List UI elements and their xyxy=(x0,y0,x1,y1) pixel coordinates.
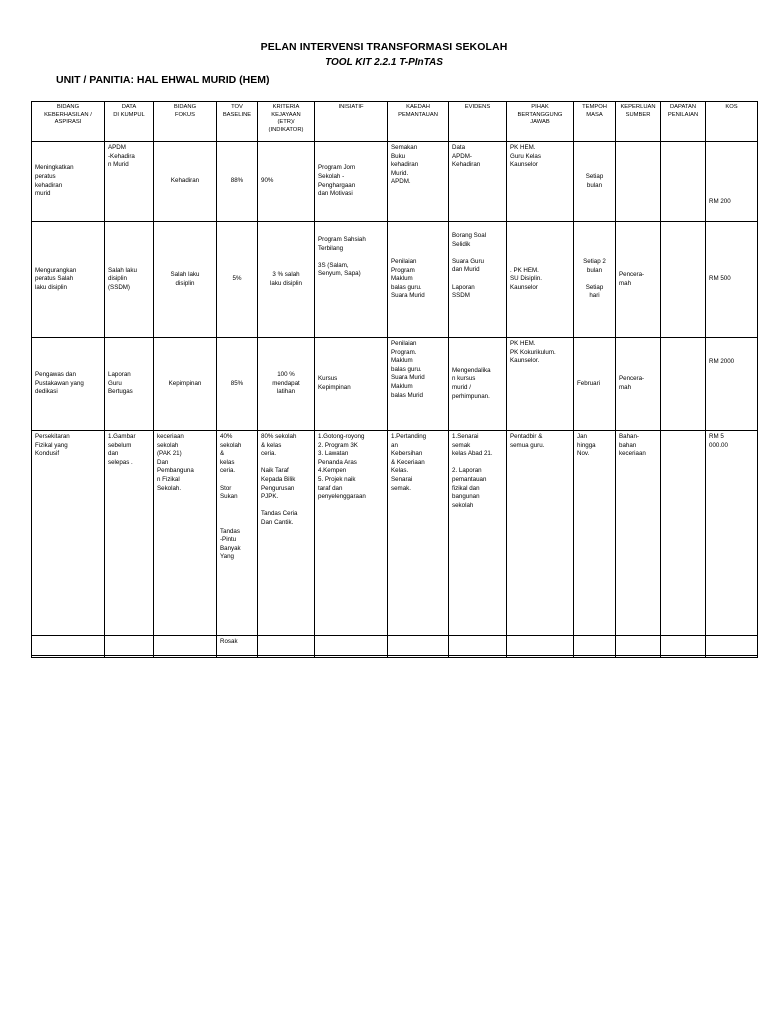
table-cell: Program Sahsiah Terbilang 3S (Salam, Senyum, Sapa) xyxy=(315,222,388,338)
table-cell: Persekitaran Fizikal yang Kondusif xyxy=(32,431,105,658)
table-cell xyxy=(449,636,507,656)
table-cell: RM 200 xyxy=(706,142,758,222)
table-cell: PK HEM. Guru Kelas Kaunselor xyxy=(507,142,574,222)
header-cell: TOV BASELINE xyxy=(217,102,258,142)
table-cell xyxy=(616,142,661,222)
continuation-table xyxy=(31,635,758,656)
header-cell: TEMPOH MASA xyxy=(574,102,616,142)
header-cell: EVIDENS xyxy=(449,102,507,142)
table-cell: . PK HEM. SU Disiplin. Kaunselor xyxy=(507,222,574,338)
table-cell: 5% xyxy=(217,222,258,338)
intervention-plan-table xyxy=(31,101,758,658)
table-cell: Pencera- mah xyxy=(616,222,661,338)
table-cell: Bahan- bahan keceriaan xyxy=(616,431,661,658)
table-cell xyxy=(154,636,217,656)
header-cell: BIDANG FOKUS xyxy=(154,102,217,142)
table-cell xyxy=(388,636,449,656)
table-cell: 1.Senarai semak kelas Abad 21. 2. Laporan pemantauan fizikal dan bangunan sekolah xyxy=(449,431,507,658)
table-cell: 40% sekolah & kelas ceria. Stor Sukan Tandas -Pintu Banyak Yang xyxy=(217,431,258,658)
table-cell xyxy=(661,431,706,658)
table-cell: RM 500 xyxy=(706,222,758,338)
table-row xyxy=(32,431,758,658)
header-row xyxy=(32,102,758,142)
table-cell xyxy=(574,636,616,656)
header-cell: BIDANG KEBERHASILAN / ASPIRASI xyxy=(32,102,105,142)
table-cell: Salah laku disiplin xyxy=(154,222,217,338)
header-cell: KAEDAH PEMANTAUAN xyxy=(388,102,449,142)
table-cell: Penilaian Program Maklum balas guru. Suara Murid xyxy=(388,222,449,338)
page-subtitle: TOOL KIT 2.2.1 T-PInTAS xyxy=(325,57,443,68)
table-cell: Setiap 2 bulan Setiap hari xyxy=(574,222,616,338)
table-cell: 80% sekolah & kelas ceria. Naik Taraf Kepada Bilik Pengurusan PJPK. Tandas Ceria Dan Cantik. xyxy=(258,431,315,658)
table-cell xyxy=(661,636,706,656)
header-cell: PIHAK BERTANGGUNG JAWAB xyxy=(507,102,574,142)
table-cell: Jan hingga Nov. xyxy=(574,431,616,658)
page-title: PELAN INTERVENSI TRANSFORMASI SEKOLAH xyxy=(260,41,508,53)
table-cell: Borang Soal Selidik Suara Guru dan Murid Laporan SSDM xyxy=(449,222,507,338)
table-cell: 88% xyxy=(217,142,258,222)
table-cell xyxy=(706,636,758,656)
table-cell: Salah laku disiplin (SSDM) xyxy=(105,222,154,338)
table-cell: Kehadiran xyxy=(154,142,217,222)
table-cell: 1.Gambar sebelum dan selepas . xyxy=(105,431,154,658)
table-cell: 3 % salah laku disiplin xyxy=(258,222,315,338)
header-cell: INISIATIF xyxy=(315,102,388,142)
table-cell xyxy=(661,338,706,431)
table-cell: Mengurangkan peratus Salah laku disiplin xyxy=(32,222,105,338)
header-cell: KOS xyxy=(706,102,758,142)
table-cell: Pencera- mah xyxy=(616,338,661,431)
table-cell: Kepimpinan xyxy=(154,338,217,431)
table-cell: Rosak xyxy=(217,636,258,656)
table-row xyxy=(32,338,758,431)
table-cell: 90% xyxy=(258,142,315,222)
table-cell xyxy=(616,636,661,656)
table-cell: 100 % mendapat latihan xyxy=(258,338,315,431)
table-cell xyxy=(661,222,706,338)
table-cell: RM 2000 xyxy=(706,338,758,431)
table-cell xyxy=(32,636,105,656)
table-cell xyxy=(661,142,706,222)
table-cell: 1.Pertanding an Kebersihan & Keceriaan Kelas. Senarai semak. xyxy=(388,431,449,658)
table-cell: Semakan Buku kehadiran Murid. APDM. xyxy=(388,142,449,222)
table-cell: Februari xyxy=(574,338,616,431)
table-cell: Program Jom Sekolah - Penghargaan dan Motivasi xyxy=(315,142,388,222)
table-cell: APDM -Kehadira n Murid xyxy=(105,142,154,222)
table-cell: Pentadbir & semua guru. xyxy=(507,431,574,658)
table-cell: 85% xyxy=(217,338,258,431)
header-cell: KEPERLUAN SUMBER xyxy=(616,102,661,142)
table-cell xyxy=(507,636,574,656)
header-cell: KRITERIA KEJAYAAN (ETR)/ (INDIKATOR) xyxy=(258,102,315,142)
table-cell: Laporan Guru Bertugas xyxy=(105,338,154,431)
table-cell: RM 5 000.00 xyxy=(706,431,758,658)
table-cell xyxy=(315,636,388,656)
table-cell: Pengawas dan Pustakawan yang dedikasi xyxy=(32,338,105,431)
table-cell: Data APDM- Kehadiran xyxy=(449,142,507,222)
table-cell: Mengendalika n kursus murid / perhimpunan. xyxy=(449,338,507,431)
table-cell: PK HEM. PK Kokurikulum. Kaunselor. xyxy=(507,338,574,431)
table-cell xyxy=(258,636,315,656)
table-cell: Penilaian Program. Maklum balas guru. Suara Murid Maklum balas Murid xyxy=(388,338,449,431)
header-cell: DATA DI KUMPUL xyxy=(105,102,154,142)
table-row xyxy=(32,222,758,338)
table-row xyxy=(32,636,758,656)
table-cell xyxy=(105,636,154,656)
table-cell: Meningkatkan peratus kehadiran murid xyxy=(32,142,105,222)
table-row xyxy=(32,142,758,222)
table-cell: keceriaan sekolah (PAK 21) Dan Pembanguna n Fizikal Sekolah. xyxy=(154,431,217,658)
table-cell: Kursus Kepimpinan xyxy=(315,338,388,431)
table-cell: 1.Gotong-royong 2. Program 3K 3. Lawatan Penanda Aras 4.Kempen 5. Projek naik taraf dan penyelenggaraan xyxy=(315,431,388,658)
header-cell: DAPATAN PENILAIAN xyxy=(661,102,706,142)
unit-label: UNIT / PANITIA: HAL EHWAL MURID (HEM) xyxy=(56,74,270,86)
table-cell: Setiap bulan xyxy=(574,142,616,222)
